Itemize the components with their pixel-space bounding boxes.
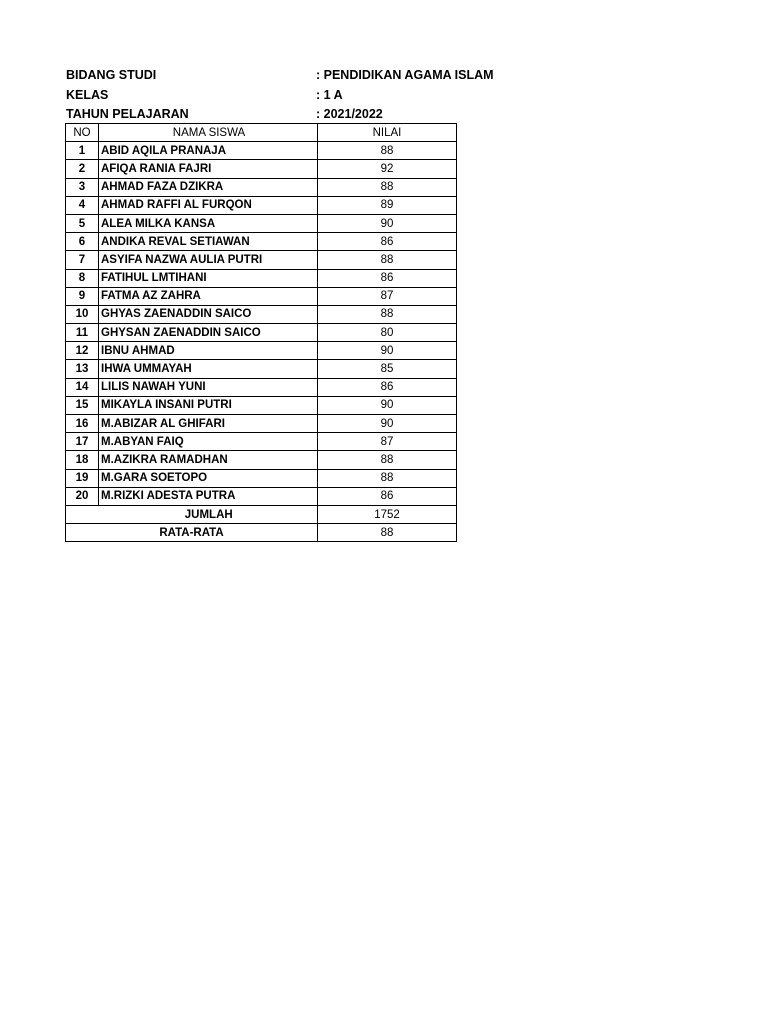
table-row [66,178,457,196]
row-number: 16 [66,415,99,433]
student-score: 87 [318,287,457,305]
student-name: FATMA AZ ZAHRA [99,287,318,305]
header-value: : 2021/2022 [316,107,383,121]
table-header-row [66,124,457,142]
student-name: ASYIFA NAZWA AULIA PUTRI [99,251,318,269]
table-row [66,469,457,487]
student-name: GHYAS ZAENADDIN SAICO [99,305,318,323]
table-row [66,214,457,232]
table-row [66,233,457,251]
student-name: ALEA MILKA KANSA [99,214,318,232]
student-name: MIKAYLA INSANI PUTRI [99,396,318,414]
student-name: M.ABYAN FAIQ [99,433,318,451]
student-name: ANDIKA REVAL SETIAWAN [99,233,318,251]
row-number: 1 [66,142,99,160]
student-score: 90 [318,342,457,360]
row-number: 8 [66,269,99,287]
table-row [66,305,457,323]
table-row [66,160,457,178]
column-header-no: NO [66,124,99,142]
average-row [66,524,457,542]
average-label: RATA-RATA [66,524,318,542]
row-number: 20 [66,487,99,505]
student-score: 88 [318,305,457,323]
student-name: AHMAD RAFFI AL FURQON [99,196,318,214]
student-score: 92 [318,160,457,178]
row-number: 11 [66,324,99,342]
student-score: 85 [318,360,457,378]
student-name: M.ABIZAR AL GHIFARI [99,415,318,433]
student-score: 86 [318,487,457,505]
header-label: KELAS [66,87,109,102]
average-value: 88 [318,524,457,542]
student-score: 86 [318,378,457,396]
table-row [66,415,457,433]
student-score: 88 [318,251,457,269]
header-line [66,105,526,125]
student-name: ABID AQILA PRANAJA [99,142,318,160]
student-score: 80 [318,324,457,342]
student-name: IBNU AHMAD [99,342,318,360]
column-header-name: NAMA SISWA [99,124,318,142]
table-row [66,287,457,305]
student-name: M.GARA SOETOPO [99,469,318,487]
table-row [66,360,457,378]
row-number: 14 [66,378,99,396]
student-score: 88 [318,451,457,469]
student-score: 90 [318,214,457,232]
student-name: AFIQA RANIA FAJRI [99,160,318,178]
row-number: 7 [66,251,99,269]
student-score: 90 [318,396,457,414]
student-score: 88 [318,142,457,160]
table-row [66,142,457,160]
header-line [66,66,526,86]
row-number: 15 [66,396,99,414]
table-row [66,251,457,269]
row-number: 13 [66,360,99,378]
student-name: GHYSAN ZAENADDIN SAICO [99,324,318,342]
table-row [66,324,457,342]
student-score: 88 [318,469,457,487]
header-line [66,86,526,106]
student-score: 88 [318,178,457,196]
table-row [66,451,457,469]
grades-table [65,123,457,542]
student-name: M.AZIKRA RAMADHAN [99,451,318,469]
student-score: 90 [318,415,457,433]
document-header [66,66,526,125]
row-number: 17 [66,433,99,451]
row-number: 18 [66,451,99,469]
table-row [66,433,457,451]
total-label: JUMLAH [99,505,318,523]
student-name: IHWA UMMAYAH [99,360,318,378]
total-value: 1752 [318,505,457,523]
student-name: M.RIZKI ADESTA PUTRA [99,487,318,505]
student-score: 86 [318,233,457,251]
row-number: 2 [66,160,99,178]
table-row [66,487,457,505]
header-label: BIDANG STUDI [66,68,157,82]
header-label: TAHUN PELAJARAN [66,107,189,121]
row-number: 19 [66,469,99,487]
table-row [66,378,457,396]
row-number: 6 [66,233,99,251]
table-row [66,196,457,214]
student-name: AHMAD FAZA DZIKRA [99,178,318,196]
total-spacer [66,505,99,523]
header-value: : PENDIDIKAN AGAMA ISLAM [316,68,494,82]
table-row [66,396,457,414]
row-number: 5 [66,214,99,232]
row-number: 12 [66,342,99,360]
row-number: 10 [66,305,99,323]
row-number: 3 [66,178,99,196]
student-name: FATIHUL LMTIHANI [99,269,318,287]
row-number: 9 [66,287,99,305]
header-value: : 1 A [316,87,343,102]
student-score: 86 [318,269,457,287]
total-row [66,505,457,523]
table-row [66,269,457,287]
student-score: 87 [318,433,457,451]
table-row [66,342,457,360]
column-header-score: NILAI [318,124,457,142]
student-name: LILIS NAWAH YUNI [99,378,318,396]
row-number: 4 [66,196,99,214]
student-score: 89 [318,196,457,214]
